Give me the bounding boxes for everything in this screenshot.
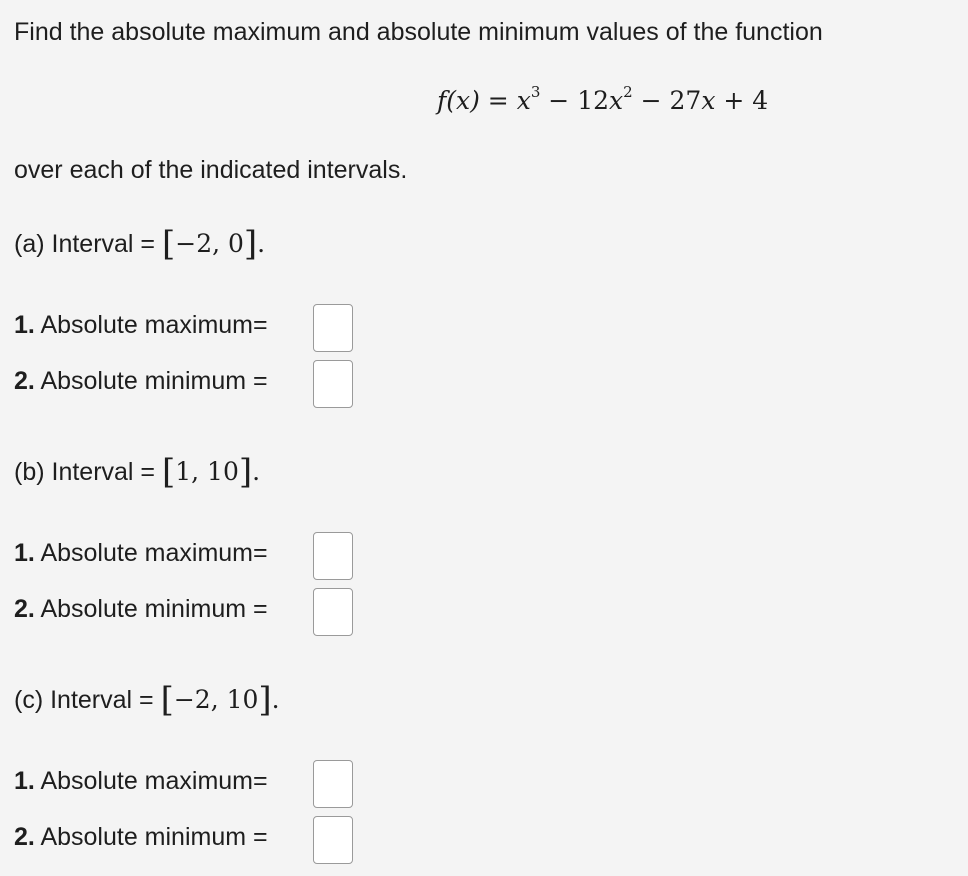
part-c-interval: −2, 10 — [173, 685, 259, 714]
part-c-max-label: Absolute maximum= — [40, 767, 268, 795]
part-c-label: (c) Interval = — [14, 686, 161, 714]
part-a-open-bracket: [ — [161, 224, 176, 264]
part-b-label: (b) Interval = — [14, 458, 162, 486]
part-b-max-answer-box[interactable] — [313, 532, 353, 580]
term-2-exponent: 2 — [623, 83, 633, 101]
part-c-period: . — [271, 685, 280, 714]
part-c-min-label: Absolute minimum = — [40, 823, 268, 851]
part-c-close-bracket: ] — [258, 680, 272, 720]
part-c-max-number: 1. — [14, 767, 35, 795]
part-c-heading — [14, 680, 280, 720]
part-b-heading — [14, 452, 261, 492]
intro-text: Find the absolute maximum and absolute minimum values of the function — [14, 18, 823, 46]
term-3-coef: 27 — [669, 86, 702, 115]
term-2-coef: 12 — [577, 86, 610, 115]
part-b-max-label: Absolute maximum= — [40, 539, 268, 567]
function-formula — [437, 83, 769, 115]
part-a-min-answer-box[interactable] — [313, 360, 353, 408]
part-a-min-row — [14, 366, 268, 396]
part-c-min-answer-box[interactable] — [313, 816, 353, 864]
operator-2: − — [632, 86, 670, 115]
term-3-base: x — [701, 86, 716, 115]
part-a-min-number: 2. — [14, 367, 35, 395]
part-b-open-bracket: [ — [161, 452, 176, 492]
term-1-base: x — [516, 86, 531, 115]
part-c-max-row — [14, 766, 268, 796]
part-a-max-answer-box[interactable] — [313, 304, 353, 352]
part-a-label: (a) Interval = — [14, 230, 162, 258]
term-1-exponent: 3 — [530, 83, 541, 101]
part-b-close-bracket: ] — [238, 452, 253, 492]
operator-3: + — [715, 86, 753, 115]
part-a-period: . — [257, 229, 266, 258]
part-c-min-number: 2. — [14, 823, 35, 851]
part-a-max-row — [14, 310, 268, 340]
part-b-period: . — [252, 457, 261, 486]
part-a-heading — [14, 224, 266, 264]
part-a-close-bracket: ] — [243, 224, 258, 264]
part-b-min-number: 2. — [14, 595, 35, 623]
term-4: 4 — [752, 86, 769, 115]
part-a-min-label: Absolute minimum = — [40, 367, 268, 395]
part-b-interval: 1, 10 — [175, 457, 239, 486]
part-b-max-row — [14, 538, 268, 568]
part-c-max-answer-box[interactable] — [313, 760, 353, 808]
operator-1: − — [540, 86, 578, 115]
part-b-min-label: Absolute minimum = — [40, 595, 268, 623]
part-b-max-number: 1. — [14, 539, 35, 567]
part-a-max-number: 1. — [14, 311, 35, 339]
part-b-min-answer-box[interactable] — [313, 588, 353, 636]
part-a-max-label: Absolute maximum= — [40, 311, 268, 339]
part-c-min-row — [14, 822, 268, 852]
over-intervals-text: over each of the indicated intervals. — [14, 156, 408, 184]
part-b-min-row — [14, 594, 268, 624]
part-c-open-bracket: [ — [160, 680, 174, 720]
part-a-interval: −2, 0 — [175, 229, 244, 258]
function-lhs: f(x) = — [437, 86, 517, 115]
term-2-base: x — [609, 86, 624, 115]
